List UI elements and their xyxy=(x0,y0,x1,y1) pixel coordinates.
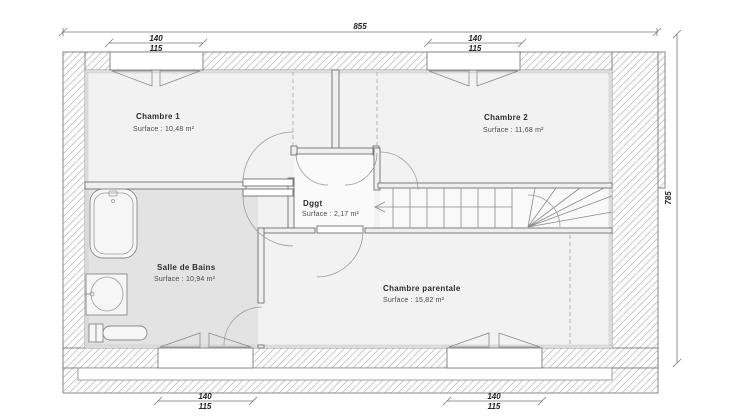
surface-salle-de-bains: Surface : 10,94 m² xyxy=(154,276,216,283)
surface-dggt: Surface : 2,17 m² xyxy=(302,211,360,218)
label-chambre1: Chambre 1 xyxy=(136,112,181,121)
label-salle-de-bains: Salle de Bains xyxy=(157,263,216,272)
wall-right-step xyxy=(658,52,665,188)
dim-label-overall-height: 785 xyxy=(664,191,673,205)
label-dggt: Dggt xyxy=(303,199,323,208)
dim-label-overall-width: 855 xyxy=(353,22,367,31)
wall-bottom xyxy=(63,348,658,368)
door-leaf-double-lower xyxy=(243,189,293,196)
toilet-tank-right xyxy=(96,324,103,342)
dim-br-height: 115 xyxy=(487,402,501,411)
dim-tr-height: 115 xyxy=(468,44,482,53)
wall-left xyxy=(63,52,85,368)
wall-stairs-top xyxy=(378,183,612,188)
toilet-tank-left xyxy=(89,324,96,342)
label-chambre2: Chambre 2 xyxy=(484,113,529,122)
door-leaf-parentale xyxy=(317,226,363,233)
dim-br-width: 140 xyxy=(487,392,501,401)
dim-tl-width: 140 xyxy=(149,34,163,43)
wall-parentale-top-right xyxy=(365,228,612,233)
wall-sdb-parentale-lower xyxy=(258,345,264,348)
window-bottom-left xyxy=(158,348,253,368)
dim-bl-height: 115 xyxy=(198,402,212,411)
wall-sdb-parentale-upper xyxy=(258,228,264,303)
window-bottom-right xyxy=(447,348,542,368)
liner-right xyxy=(609,73,612,345)
wall-right xyxy=(612,52,658,368)
window-top-right xyxy=(427,52,520,70)
roof-band-strip xyxy=(78,368,612,380)
surface-chambre-parentale: Surface : 15,82 m² xyxy=(383,297,445,304)
sink-counter xyxy=(86,274,127,315)
wall-chambre1-sdb xyxy=(85,182,246,189)
wall-chambre1-chambre2 xyxy=(332,70,339,153)
toilet-bowl xyxy=(103,326,147,340)
label-chambre-parentale: Chambre parentale xyxy=(383,284,461,293)
floor-staircase xyxy=(380,188,612,228)
wall-parentale-top-left xyxy=(262,228,315,233)
window-top-left xyxy=(110,52,203,70)
dim-bl-width: 140 xyxy=(198,392,212,401)
surface-chambre1: Surface : 10,48 m² xyxy=(133,126,195,133)
door-leaf-double-upper xyxy=(243,179,293,186)
wall-dggt-top xyxy=(293,148,380,154)
dim-tr-width: 140 xyxy=(468,34,482,43)
dim-tl-height: 115 xyxy=(149,44,163,53)
surface-chambre2: Surface : 11,68 m² xyxy=(483,127,544,134)
